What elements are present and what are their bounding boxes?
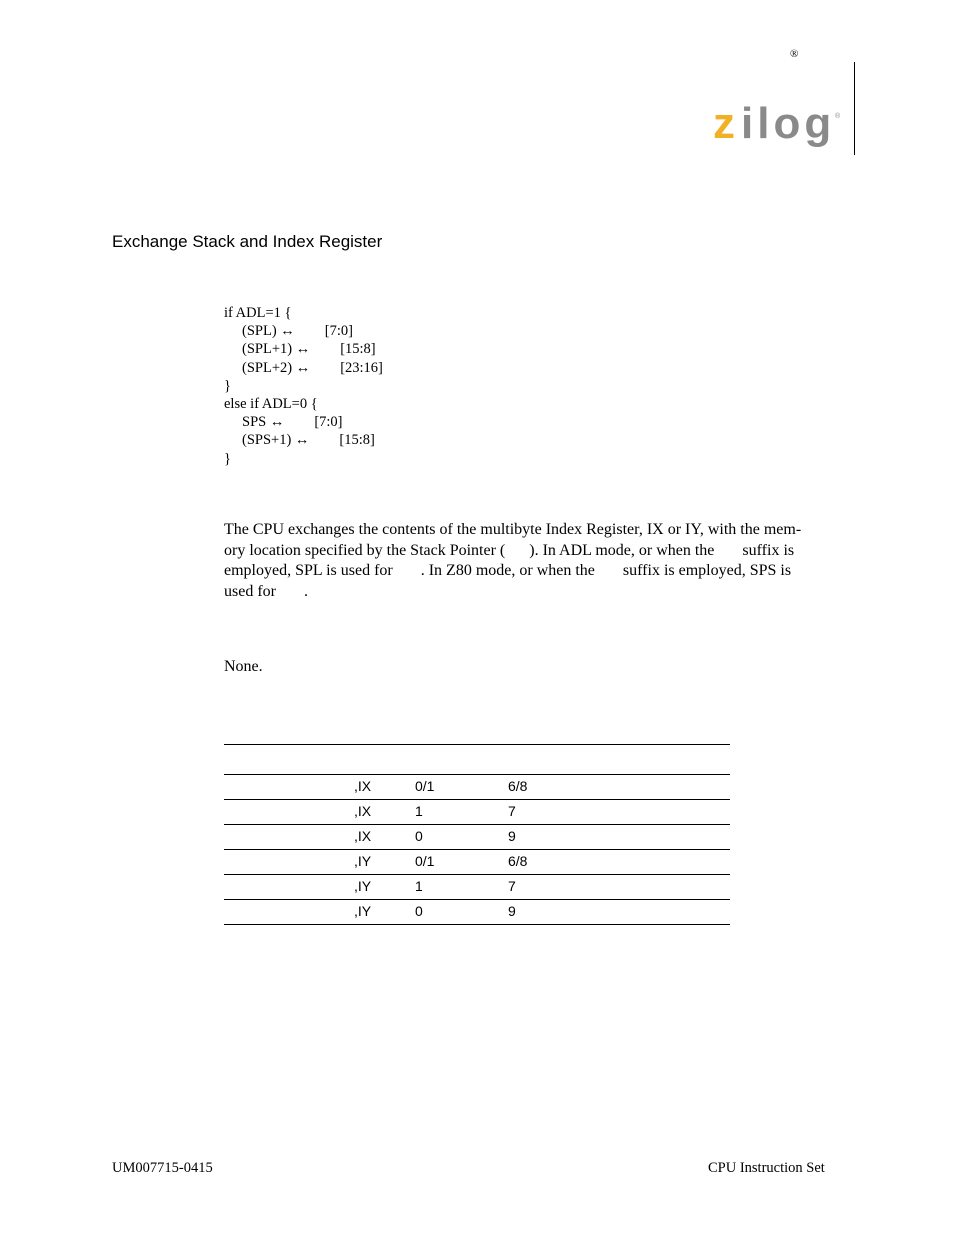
operation-line-text: if ADL=1 { [224,305,292,321]
operation-line [224,413,383,431]
operation-line-text: (SPL+1) ↔ [242,341,311,358]
operation-line-range: [15:8] [340,341,376,358]
operand-cell: ,IY [354,878,372,894]
operation-line [224,322,383,340]
table-row [224,775,730,800]
logo-ilog: ilog [741,104,836,148]
logo-reg: ® [835,113,841,120]
zilog-logo [713,104,848,160]
table-row [224,800,730,825]
adl-cell: 0/1 [415,853,435,869]
adl-cell: 1 [415,878,423,894]
adl-cell: 0 [415,828,423,844]
operation-line-text: } [224,377,231,394]
description-line: used for . [224,582,308,600]
operation-line-range: [23:16] [340,359,383,376]
operation-line [224,304,383,322]
description-line: employed, SPL is used for . In Z80 mode, or when the suffix is employed, SPS is [224,562,792,579]
cycles-cell: 7 [508,803,516,819]
adl-cell: 0 [415,903,423,919]
operand-cell: ,IY [354,853,372,869]
description-line: ory location specified by the Stack Pointer ( ). In ADL mode, or when the suffix is [224,541,795,559]
operation-line [224,359,383,377]
opcode-table [224,744,730,925]
operand-cell: ,IY [354,903,372,919]
operation-line-text: SPS ↔ [242,414,285,431]
header-divider [854,62,855,155]
table-row [224,900,730,925]
table-body [224,775,730,925]
condition-bits-text: None. [224,658,263,675]
operation-line-text: (SPS+1) ↔ [242,432,310,449]
operand-cell: ,IX [354,778,372,794]
operation-line [224,450,383,468]
operation-line [224,340,383,358]
operation-line-text: else if ADL=0 { [224,395,318,412]
operand-cell: ,IX [354,803,372,819]
cycles-cell: 6/8 [508,853,528,869]
footer-chapter: CPU Instruction Set [708,1160,825,1176]
description-line: The CPU exchanges the contents of the multibyte Index Register, IX or IY, with the mem- [224,521,802,538]
operation-line-text: (SPL) ↔ [242,323,295,340]
table-row [224,825,730,850]
adl-cell: 1 [415,803,423,819]
operation-line-range: [7:0] [314,414,343,431]
operand-cell: ,IX [354,828,372,844]
operation-block [224,304,383,468]
operation-line-range: [15:8] [339,432,375,449]
cycles-cell: 9 [508,828,516,844]
table-row [224,850,730,875]
cycles-cell: 6/8 [508,778,528,794]
description-paragraph [224,520,842,602]
logo-z: z [713,104,735,148]
operation-line [224,395,383,413]
operation-line-range: [7:0] [324,323,353,340]
operation-line-text: (SPL+2) ↔ [242,359,311,376]
operation-line [224,377,383,395]
cycles-cell: 9 [508,903,516,919]
footer-doc-id: UM007715-0415 [112,1160,213,1176]
cycles-cell: 7 [508,878,516,894]
operation-line [224,431,383,449]
operation-line-text: } [224,450,231,467]
section-title: Exchange Stack and Index Register [112,232,383,251]
table-row [224,875,730,900]
adl-cell: 0/1 [415,778,435,794]
table-header [224,745,730,775]
registered-mark: ® [790,48,799,60]
